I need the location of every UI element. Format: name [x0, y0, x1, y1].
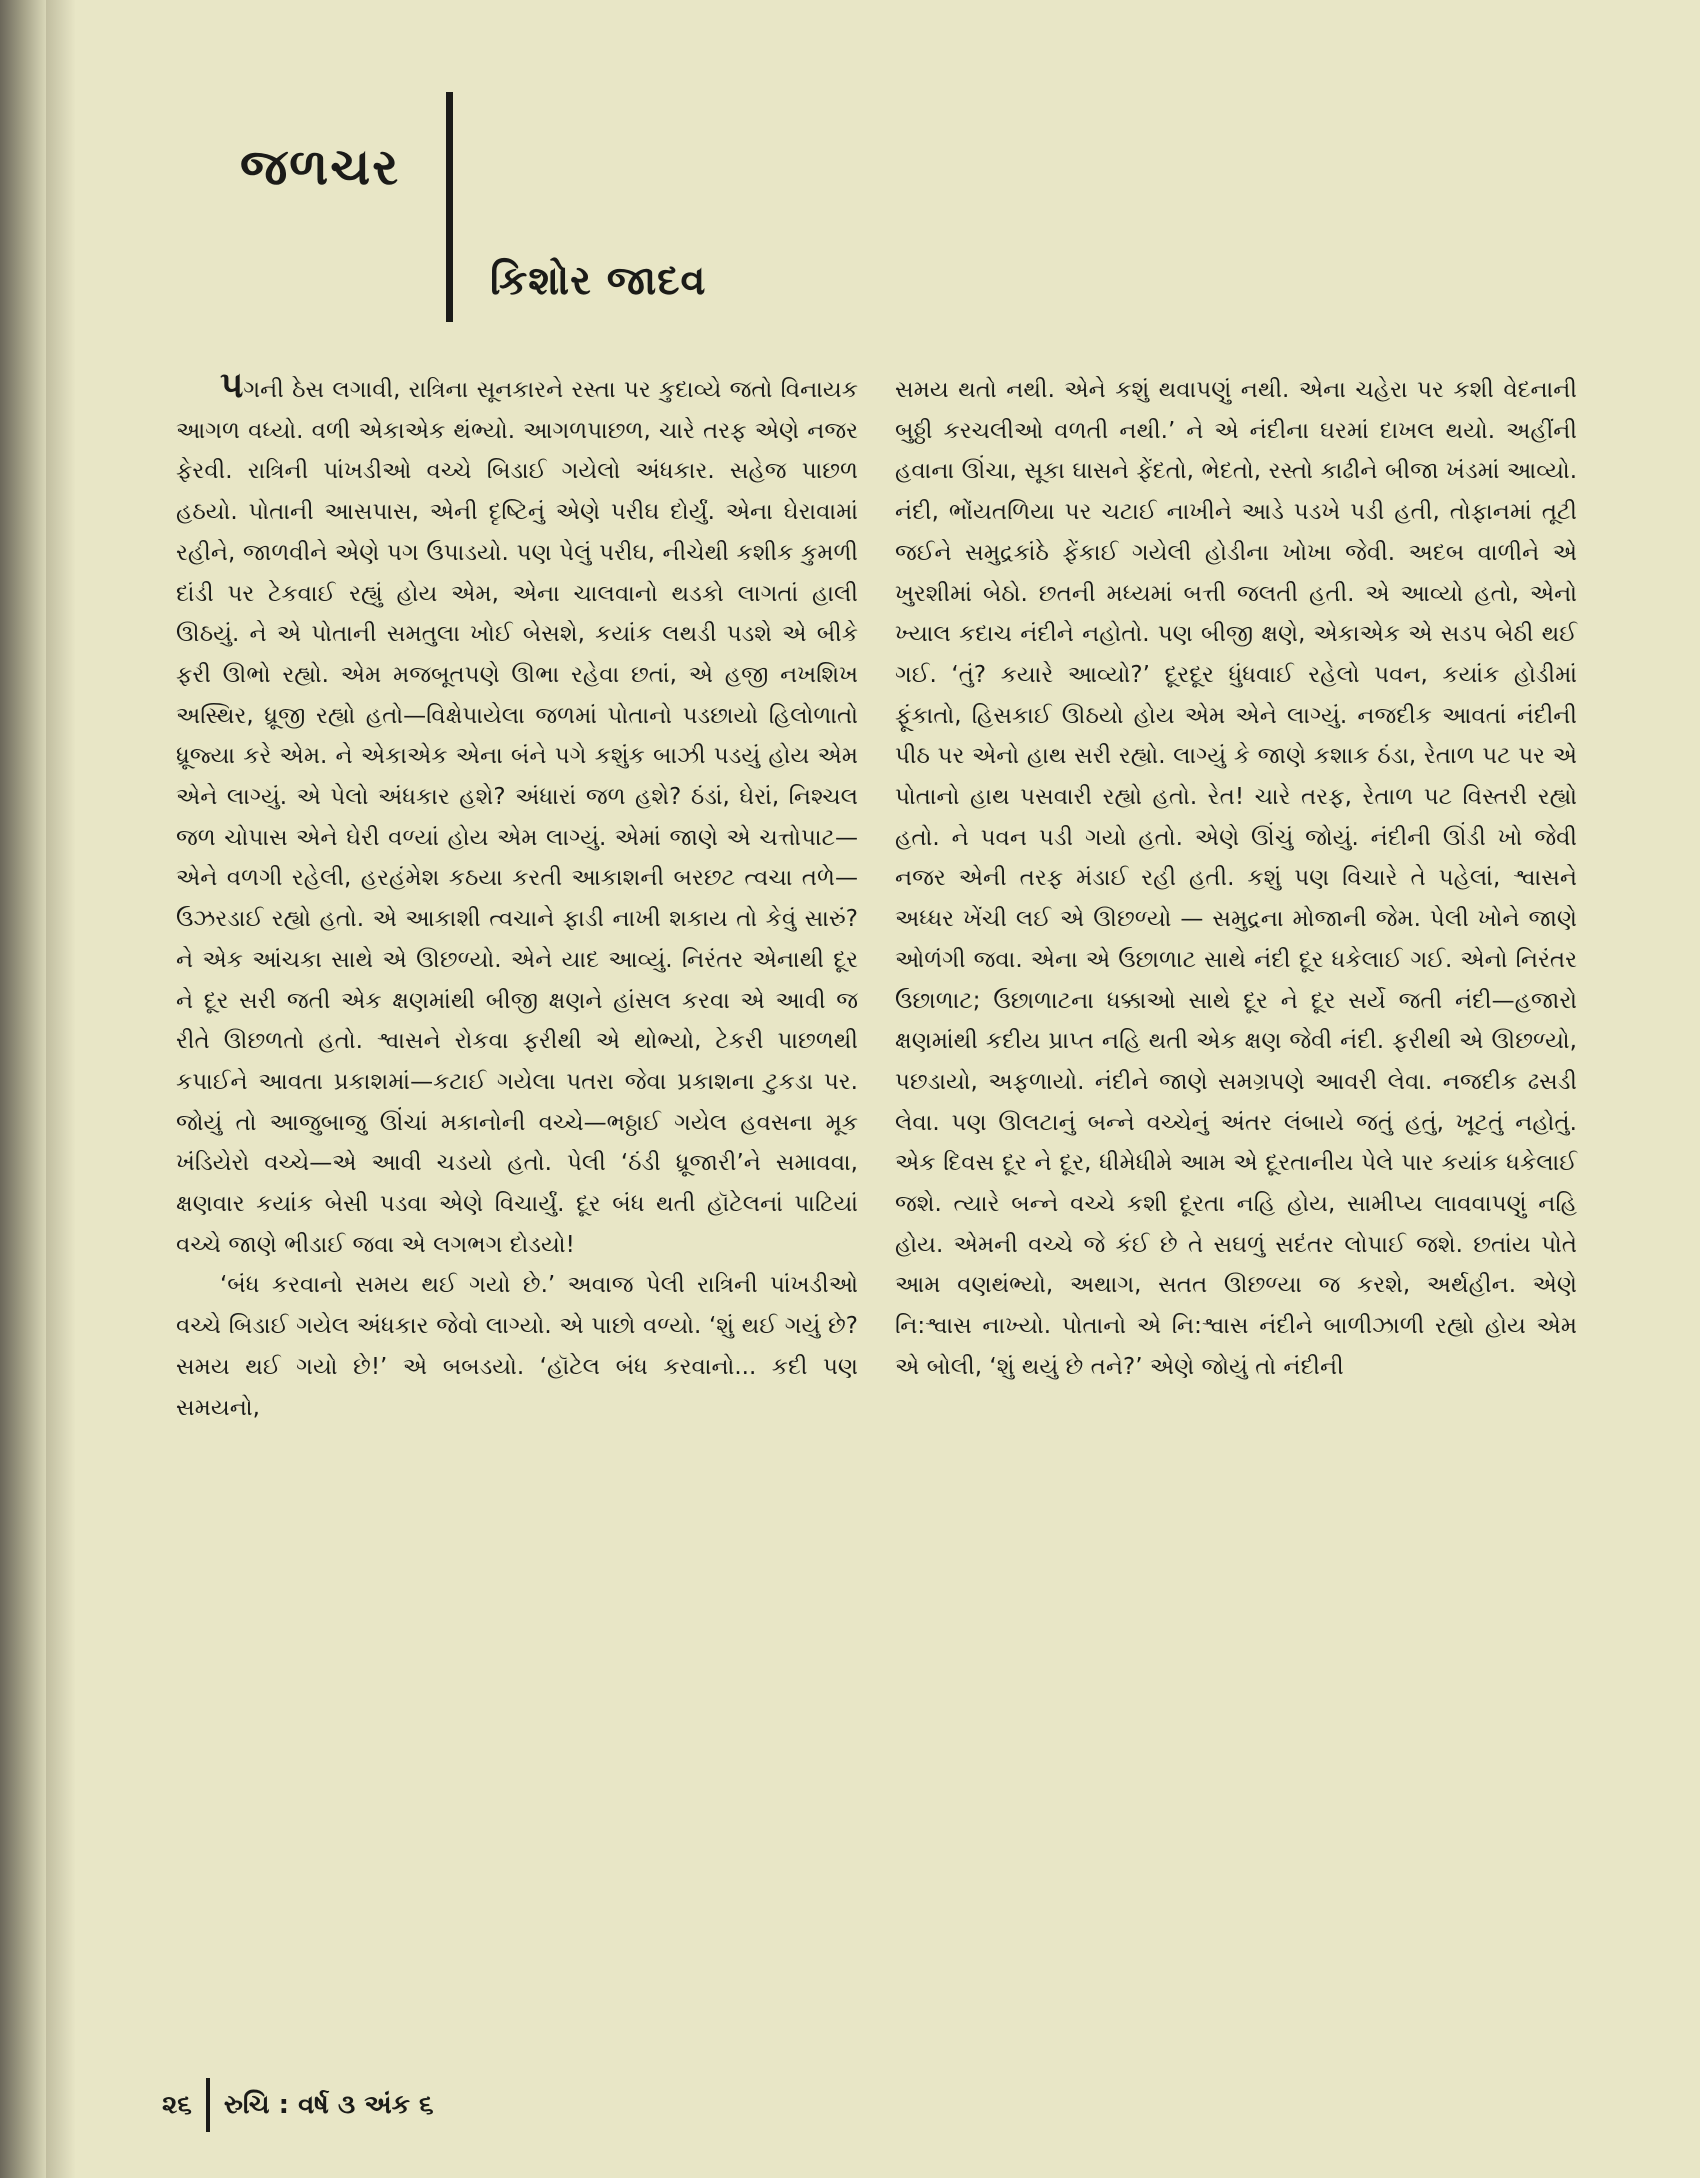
page-footer: [162, 2078, 434, 2132]
page-number: ૨૬: [162, 2089, 192, 2120]
article-author: કિશોર જાદવ: [490, 258, 707, 304]
text-column-right: [895, 370, 1577, 1388]
title-divider: [446, 92, 453, 322]
page-shadow: [46, 0, 76, 2178]
text-column-left: [176, 365, 858, 1428]
article-title: જળચર: [240, 138, 401, 196]
paragraph: [176, 365, 858, 1265]
footer-divider: [206, 2078, 210, 2132]
page-binding-edge: [0, 0, 46, 2178]
paragraph-text: ગની ઠેસ લગાવી, રાત્રિના સૂનકારને રસ્તા પર કુદાવ્યે જતો વિનાયક આગળ વધ્યો. વળી એકાએક થંભ્યો. આગળપાછળ, ચારે તરફ એણે નજર ફેરવી. રાત્રિની પાંખડીઓ વચ્ચે બિડાઈ ગયેલો અંધકાર. સહેજ પાછળ હઠયો. પોતાની આસપાસ, એની દૃષ્ટિનું એણે પરીઘ દોર્યું. એના ઘેરાવામાં રહીને, જાળવીને એણે પગ ઉપાડયો. પણ પેલું પરીઘ, નીચેથી કશીક કુમળી દાંડી પર ટેકવાઈ રહ્યું હોય એમ, એના ચાલવાનો થડકો લાગતાં હાલી ઊઠયું. ને એ પોતાની સમતુલા ખોઈ બેસશે, કયાંક લથડી પડશે એ બીકે ફરી ઊભો રહ્યો. એમ મજબૂતપણે ઊભા રહેવા છતાં, એ હજી નખશિખ અસ્થિર, ધ્રૂજી રહ્યો હતો—વિક્ષેપાયેલા જળમાં પોતાનો પડછાયો હિલોળાતો ધ્રૂજ્યા કરે એમ. ને એકાએક એના બંને પગે કશુંક બાઝી પડયું હોય એમ એને લાગ્યું. એ પેલો અંધકાર હશે? અંધારાં જળ હશે? ઠંડાં, ઘેરાં, નિશ્ચલ જળ ચોપાસ એને ઘેરી વળ્યાં હોય એમ લાગ્યું. એમાં જાણે એ ચત્તોપાટ—એને વળગી રહેલી, હરહંમેશ કઠયા કરતી આકાશની બરછટ ત્વચા તળે—ઉઝરડાઈ રહ્યો હતો. એ આકાશી ત્વચાને ફાડી નાખી શકાય તો કેવું સારું? ને એક આંચકા સાથે એ ઊછળ્યો. એને યાદ આવ્યું. નિરંતર એનાથી દૂર ને દૂર સરી જતી એક ક્ષણમાંથી બીજી ક્ષણને હાંસલ કરવા એ આવી જ રીતે ઊછળતો હતો. શ્વાસને રોકવા ફરીથી એ થોભ્યો, ટેકરી પાછળથી કપાઈને આવતા પ્રકાશમાં—કટાઈ ગયેલા પતરા જેવા પ્રકાશના ટુકડા પર. જોયું તો આજુબાજુ ઊંચાં મકાનોની વચ્ચે—ભઠ્ઠાઈ ગયેલ હવસના મૂક ખંડિયેરો વચ્ચે—એ આવી ચડયો હતો. પેલી ‘ઠંડી ધ્રૂજારી’ને સમાવવા, ક્ષણવાર કયાંક બેસી પડવા એણે વિચાર્યું. દૂર બંધ થતી હૉટેલનાં પાટિયાં વચ્ચે જાણે ભીડાઈ જવા એ લગભગ દોડયો!: [176, 377, 858, 1258]
magazine-issue: રુચિ : વર્ષ ૩ અંક ૬: [223, 2089, 434, 2120]
paragraph: ‘બંધ કરવાનો સમય થઈ ગયો છે.’ અવાજ પેલી રાત્રિની પાંખડીઓ વચ્ચે બિડાઈ ગયેલ અંધકાર જેવો લાગ્યો. એ પાછો વળ્યો. ‘શું થઈ ગયું છે? સમય થઈ ગયો છે!’ એ બબડયો. ‘હૉટેલ બંધ કરવાનો... કદી પણ સમયનો,: [176, 1272, 858, 1421]
drop-cap: પ: [220, 365, 244, 406]
paragraph: સમય થતો નથી. એને કશું થવાપણું નથી. એના ચહેરા પર કશી વેદનાની બુઠ્ઠી કરચલીઓ વળતી નથી.’ ને એ નંદીના ઘરમાં દાખલ થયો. અહીંની હવાના ઊંચા, સૂકા ઘાસને ફેંદતો, ભેદતો, રસ્તો કાઢીને બીજા ખંડમાં આવ્યો. નંદી, ભોંયતળિયા પર ચટાઈ નાખીને આડે પડખે પડી હતી, તોફાનમાં તૂટી જઈને સમુદ્રકાંઠે ફેંકાઈ ગયેલી હોડીના ખોખા જેવી. અદબ વાળીને એ ખુરશીમાં બેઠો. છતની મધ્યમાં બત્તી જલતી હતી. એ આવ્યો હતો, એનો ખ્યાલ કદાચ નંદીને નહોતો. પણ બીજી ક્ષણે, એકાએક એ સડપ બેઠી થઈ ગઈ. ‘તું? કયારે આવ્યો?’ દૂરદૂર ધુંધવાઈ રહેલો પવન, કયાંક હોડીમાં ફૂંકાતો, હિસકાઈ ઊઠયો હોય એમ એને લાગ્યું. નજદીક આવતાં નંદીની પીઠ પર એનો હાથ સરી રહ્યો. લાગ્યું કે જાણે કશાક ઠંડા, રેતાળ પટ પર એ પોતાનો હાથ પસવારી રહ્યો હતો. રેત! ચારે તરફ, રેતાળ પટ વિસ્તરી રહ્યો હતો. ને પવન પડી ગયો હતો. એણે ઊંચું જોયું. નંદીની ઊંડી ખો જેવી નજર એની તરફ મંડાઈ રહી હતી. કશું પણ વિચારે તે પહેલાં, શ્વાસને અધ્ધર ખેંચી લઈ એ ઊછળ્યો — સમુદ્રના મોજાની જેમ. પેલી ખોને જાણે ઓળંગી જવા. એના એ ઉછાળાટ સાથે નંદી દૂર ધકેલાઈ ગઈ. એનો નિરંતર ઉછાળાટ; ઉછાળાટના ધક્કાઓ સાથે દૂર ને દૂર સર્યે જતી નંદી—હજારો ક્ષણમાંથી કદીય પ્રાપ્ત નહિ થતી એક ક્ષણ જેવી નંદી. ફરીથી એ ઊછળ્યો, પછડાયો, અફળાયો. નંદીને જાણે સમગ્રપણે આવરી લેવા. નજદીક ઢસડી લેવા. પણ ઊલટાનું બન્ને વચ્ચેનું અંતર લંબાયે જતું હતું, ખૂટતું નહોતું. એક દિવસ દૂર ને દૂર, ધીમેધીમે આમ એ દૂરતાનીય પેલે પાર કયાંક ધકેલાઈ જશે. ત્યારે બન્ને વચ્ચે કશી દૂરતા નહિ હોય, સામીપ્ય લાવવાપણું નહિ હોય. એમની વચ્ચે જે કંઈ છે તે સઘળું સદંતર લોપાઈ જશે. છતાંય પોતે આમ વણથંભ્યો, અથાગ, સતત ઊછળ્યા જ કરશે, અર્થહીન. એણે નિ:શ્વાસ નાખ્યો. પોતાનો એ નિ:શ્વાસ નંદીને બાળીઝાળી રહ્યો હોય એમ એ બોલી, ‘શું થયું છે તને?’ એણે જોયું તો નંદીની: [895, 377, 1577, 1380]
